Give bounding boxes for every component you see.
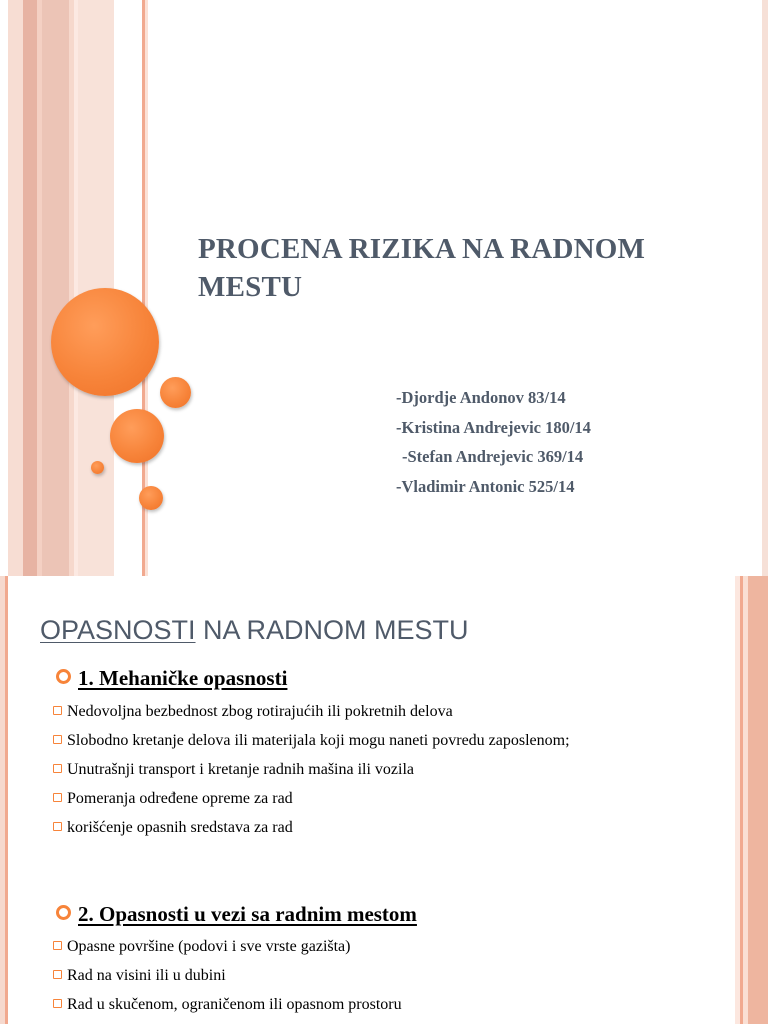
- decorative-band: [8, 0, 23, 576]
- square-bullet-icon: [53, 970, 62, 979]
- section-heading-mechanical: [56, 664, 287, 692]
- list-item: [53, 936, 713, 958]
- list-item: [53, 994, 713, 1016]
- circle-bullet-icon: [56, 669, 71, 684]
- square-bullet-icon: [53, 941, 62, 950]
- decorative-line: [5, 576, 8, 1024]
- list-item-text: Opasne površine (podovi i sve vrste gazišta): [67, 938, 351, 955]
- list-item: [53, 730, 713, 752]
- square-bullet-icon: [53, 793, 62, 802]
- list-item: [53, 817, 713, 839]
- list-item-text: korišćenje opasnih sredstava za rad: [67, 819, 293, 836]
- list-item: [53, 759, 713, 781]
- decorative-band: [23, 0, 37, 576]
- author-list: [396, 383, 591, 501]
- list-item: [53, 965, 713, 987]
- author-item: -Kristina Andrejevic 180/14: [396, 417, 591, 437]
- list-item-text: Rad na visini ili u dubini: [67, 967, 226, 984]
- slide-heading: [40, 612, 469, 648]
- slide-title: PROCENA RIZIKA NA RADNOM MESTU: [198, 233, 646, 303]
- decorative-edge: [762, 0, 768, 576]
- decorative-circle-tiny: [91, 461, 104, 474]
- decorative-circle-medium: [110, 409, 164, 463]
- decorative-circle-small: [160, 377, 191, 408]
- section-heading-workplace: [56, 900, 417, 928]
- list-item-text: Slobodno kretanje delova ili materijala koji mogu naneti povredu zaposlenom;: [67, 732, 570, 749]
- list-item-text: Pomeranja određene opreme za rad: [67, 790, 293, 807]
- decorative-band: [42, 0, 69, 576]
- list-item: [53, 788, 713, 810]
- square-bullet-icon: [53, 735, 62, 744]
- decorative-circle-small: [139, 486, 163, 510]
- section-label: 2. Opasnosti u vezi sa radnim mestom: [78, 902, 417, 926]
- hazard-list-mechanical: [53, 701, 713, 846]
- heading-link-text: OPASNOSTI: [40, 615, 196, 645]
- square-bullet-icon: [53, 999, 62, 1008]
- square-bullet-icon: [53, 822, 62, 831]
- author-item: -Djordje Andonov 83/14: [396, 388, 566, 407]
- author-item: -Stefan Andrejevic 369/14: [402, 447, 584, 466]
- list-item: [53, 701, 713, 723]
- list-item-text: Nedovoljna bezbednost zbog rotirajućih ili pokretnih delova: [67, 703, 453, 720]
- circle-bullet-icon: [56, 905, 71, 920]
- hazard-list-workplace: [53, 936, 713, 1023]
- decorative-band: [748, 576, 768, 1024]
- author-item: -Vladimir Antonic 525/14: [396, 476, 575, 496]
- square-bullet-icon: [53, 706, 62, 715]
- heading-text: NA RADNOM MESTU: [195, 615, 469, 645]
- decorative-circle-large: [51, 288, 159, 396]
- list-item-text: Rad u skučenom, ograničenom ili opasnom prostoru: [67, 996, 402, 1013]
- section-label: 1. Mehaničke opasnosti: [78, 666, 288, 690]
- square-bullet-icon: [53, 764, 62, 773]
- list-item-text: Unutrašnji transport i kretanje radnih mašina ili vozila: [67, 761, 415, 778]
